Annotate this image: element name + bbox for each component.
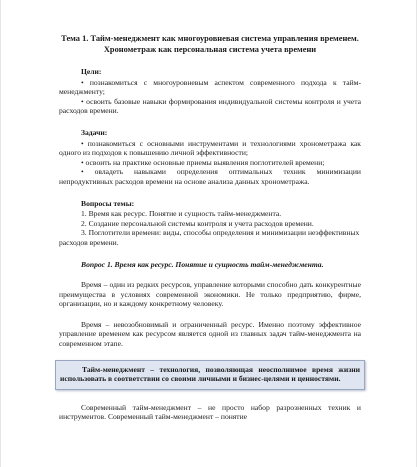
task-item: • освоить на практике основные приемы выявления поглотителей времени; bbox=[81, 157, 325, 167]
question-item: 3. Поглотители времени: виды, способы определения и минимизации неэффективных расходов времени. bbox=[59, 228, 360, 247]
tasks-section bbox=[59, 128, 361, 187]
question1-heading: Вопрос 1. Время как ресурс. Понятие и сущность тайм-менеджмента. bbox=[81, 259, 324, 269]
goals-section bbox=[59, 67, 361, 116]
question-item: 1. Время как ресурс. Понятие и сущность тайм-менеджмента. bbox=[81, 209, 282, 219]
tasks-heading: Задачи: bbox=[81, 127, 108, 137]
question-item: 2. Создание персональной системы контроля и учета расходов времени. bbox=[81, 218, 314, 228]
task-item: • познакомиться с основными инструментами и технологиями хронометража как одного из подходов к повышению личной эффективности; bbox=[59, 138, 361, 158]
body-paragraph: Время – невозобновимый и ограниченный ресурс. Именно поэтому эффективное управление временем как ресурсом является одной из главных задач тайм-менеджмента на современном этапе. bbox=[59, 319, 361, 349]
questions-heading: Вопросы темы: bbox=[81, 198, 135, 208]
questions-section bbox=[59, 199, 361, 248]
definition-highlight-box: Тайм-менеджмент – технология, позволяющая неосполнимое время жизни использовать в соответствии со своими личными и бизнес-целями и ценностями. bbox=[55, 360, 365, 390]
goal-item: • познакомиться с многоуровневым аспектом современного подхода к тайм-менеджменту; bbox=[59, 77, 361, 97]
task-item: • овладеть навыками определения оптимальных техник минимизации непродуктивных расходов времени на основе анализа данных хронометража. bbox=[59, 167, 361, 186]
goal-item: • освоить базовые навыки формирования индивидуальной системы контроля и учета расходов времени. bbox=[59, 96, 361, 116]
page-content bbox=[59, 34, 361, 433]
body-paragraph: Время – один из редких ресурсов, управление которыми способно дать конкурентные преимущества в условиях современной экономики. Не только предприятию, фирме, организации, но и каждому конкретному человеку. bbox=[59, 280, 361, 309]
goals-heading: Цели: bbox=[81, 67, 102, 76]
body-paragraph: Современный тайм-менеджмент – не просто набор разрозненных техник и инструментов. Современный тайм-менеджмент – понятие bbox=[59, 402, 361, 422]
page-title: Тема 1. Тайм-менеджмент как многоуровневая система управления временем. Хронометраж как персональная система учета времени bbox=[61, 34, 359, 54]
